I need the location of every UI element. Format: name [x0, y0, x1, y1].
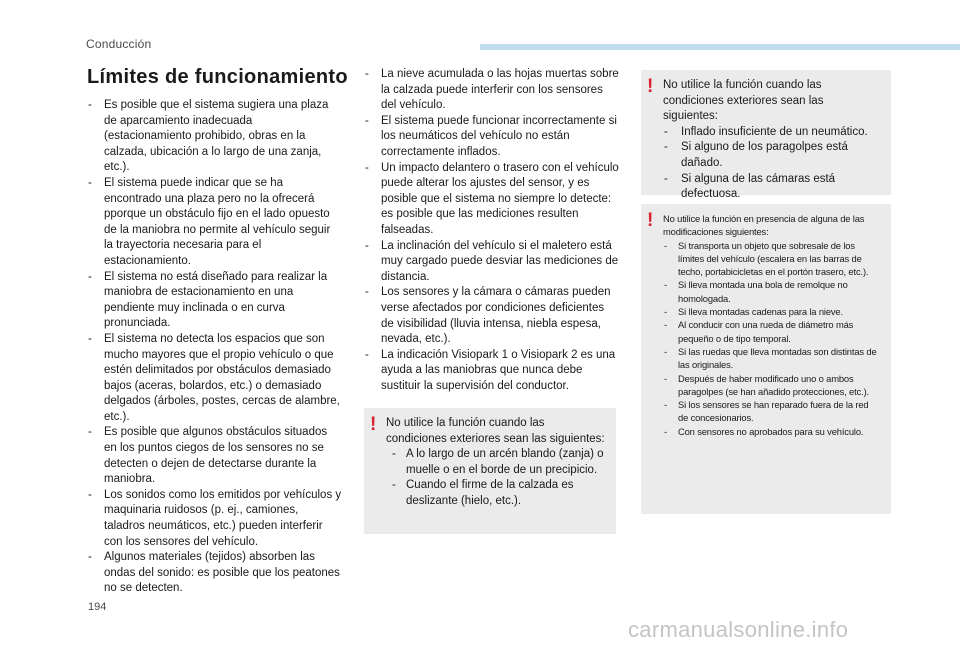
middle-limitations-list [364, 67, 619, 394]
warning-icon: ! [647, 210, 654, 231]
list-item: - Con sensores no aprobados para su vehículo. [663, 425, 881, 438]
list-item: - Los sensores y la cámara o cámaras pueden verse afectados por condiciones deficientes de visibilidad (lluvia intensa, niebla espesa, nevada, etc.). [364, 285, 619, 347]
warning-list [663, 239, 881, 438]
page-title: Límites de funcionamiento [87, 66, 348, 88]
list-item: - A lo largo de un arcén blando (zanja) o muelle o en el borde de un precipicio. [386, 447, 606, 478]
list-item: - Después de haber modificado uno o ambos paragolpes (se han añadido protecciones, etc.). [663, 372, 881, 399]
warning-icon: ! [647, 76, 654, 97]
warning-intro: No utilice la función cuando las condiciones exteriores sean las siguientes: [663, 79, 824, 123]
list-item: - Si alguna de las cámaras está defectuosa. [663, 172, 881, 203]
watermark: carmanualsonline.info [628, 617, 849, 642]
list-item: - La indicación Visiopark 1 o Visiopark 2 es una ayuda a las maniobras que nunca debe sustituir la supervisión del conductor. [364, 348, 619, 395]
list-item: - Si las ruedas que lleva montadas son distintas de las originales. [663, 345, 881, 372]
list-item: - El sistema no está diseñado para realizar la maniobra de estacionamiento en una pendiente muy inclinada o en curva pronunciada. [87, 270, 342, 332]
list-item: - Un impacto delantero o trasero con el vehículo puede alterar los ajustes del sensor, y es posible que el sistema no siempre lo detecte: es posible que las mediciones resulten falseadas. [364, 161, 619, 239]
list-item: - Al conducir con una rueda de diámetro más pequeño o de tipo temporal. [663, 318, 881, 345]
list-item: - Algunos materiales (tejidos) absorben las ondas del sonido: es posible que los peatones no se detecten. [87, 550, 342, 597]
list-item: - Es posible que algunos obstáculos situados en los puntos ciegos de los sensores no se detecten o dejen de detectarse durante la maniobra. [87, 425, 342, 487]
list-item: - Es posible que el sistema sugiera una plaza de aparcamiento inadecuada (estacionamiento prohibido, obras en la calzada, ubicación a lo largo de una zanja, etc.). [87, 98, 342, 176]
list-item: - Cuando el firme de la calzada es deslizante (hielo, etc.). [386, 478, 606, 509]
warning-box-conditions [364, 408, 616, 534]
list-item: - La nieve acumulada o las hojas muertas sobre la calzada puede interferir con los sensores del vehículo. [364, 67, 619, 114]
warning-list [386, 447, 606, 509]
warning-intro: No utilice la función en presencia de alguna de las modificaciones siguientes: [663, 213, 865, 238]
left-limitations-list [87, 98, 342, 597]
section-label: Conducción [86, 37, 152, 51]
header-bar [480, 44, 960, 50]
list-item: - Inflado insuficiente de un neumático. [663, 125, 881, 141]
list-item: - Si alguno de los paragolpes está dañado. [663, 140, 881, 171]
warning-intro: No utilice la función cuando las condiciones exteriores sean las siguientes: [386, 417, 605, 445]
list-item: - El sistema puede funcionar incorrectamente si los neumáticos del vehículo no están correctamente inflados. [364, 114, 619, 161]
list-item: - La inclinación del vehículo si el maletero está muy cargado puede desviar las mediciones de distancia. [364, 239, 619, 286]
list-item: - Si lleva montadas cadenas para la nieve. [663, 305, 881, 318]
list-item: - El sistema no detecta los espacios que son mucho mayores que el propio vehículo o que estén delimitados por obstáculos demasiado bajos (aceras, bolardos, etc.) o demasiado delgados (árboles, postes, cercas de alambre, etc.). [87, 332, 342, 426]
middle-column [364, 67, 619, 394]
page-number: 194 [88, 601, 107, 613]
list-item: - Si los sensores se han reparado fuera de la red de concesionarios. [663, 398, 881, 425]
list-item: - Los sonidos como los emitidos por vehículos y maquinaria ruidosos (p. ej., camiones, taladros neumáticos, etc.) pueden interferir con los sensores del vehículo. [87, 488, 342, 550]
list-item: - Si transporta un objeto que sobresale de los límites del vehículo (escalera en las barras de techo, portabicicletas en el portón trasero, etc.). [663, 239, 881, 279]
warning-box-exterior [641, 70, 891, 201]
list-item: - Si lleva montada una bola de remolque no homologada. [663, 278, 881, 305]
warning-box-modifications [641, 204, 891, 514]
warning-icon: ! [370, 414, 377, 435]
list-item: - El sistema puede indicar que se ha encontrado una plaza pero no la ofrecerá pporque un obstáculo fijo en el lado opuesto de la maniobra no permite al vehículo seguir la trayectoria necesaria para el estacionamiento. [87, 176, 342, 270]
left-column [87, 98, 342, 597]
